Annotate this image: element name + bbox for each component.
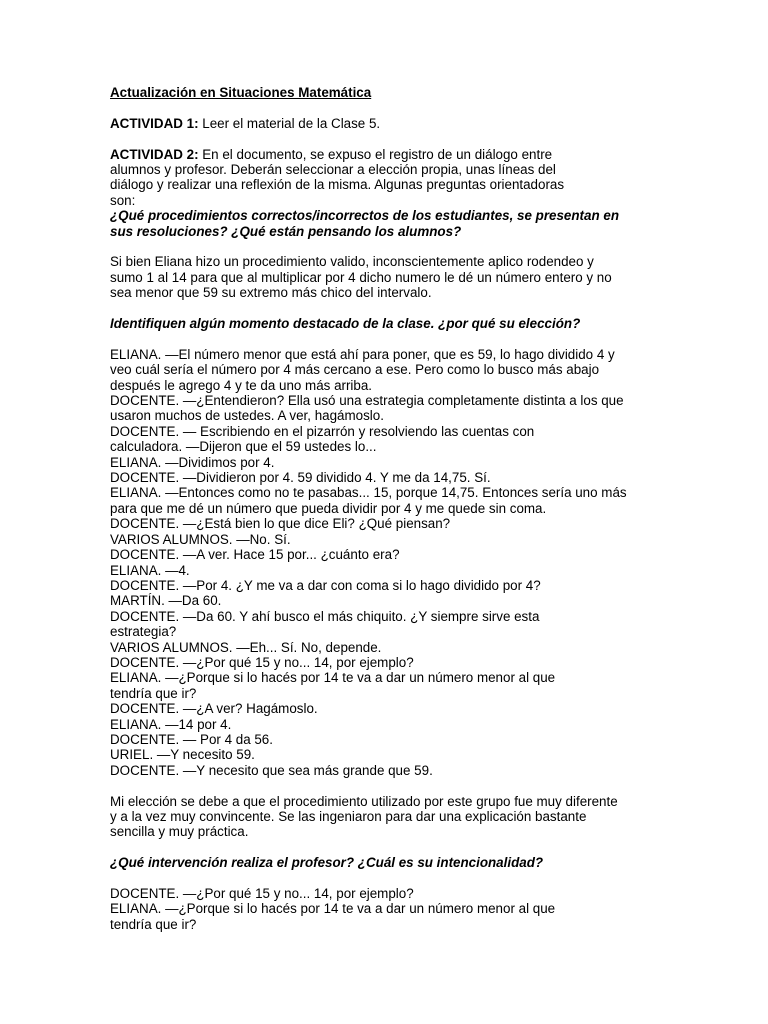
dialogue-line: calculadora. —Dijeron que el 59 ustedes lo... bbox=[110, 439, 377, 455]
document-page bbox=[110, 85, 680, 932]
actividad-2-label: ACTIVIDAD 2: bbox=[110, 146, 199, 162]
dialogue-line: ELIANA. —4. bbox=[110, 562, 190, 578]
dialogue-block bbox=[110, 347, 680, 778]
dialogue-line: MARTÍN. —Da 60. bbox=[110, 593, 222, 609]
dialogue-line: después le agrego 4 y te da uno más arriba. bbox=[110, 377, 373, 393]
dialogue-line: DOCENTE. —Da 60. Y ahí busco el más chiquito. ¿Y siempre sirve esta bbox=[110, 608, 540, 624]
spacer bbox=[110, 131, 680, 146]
dialogue-line: tendría que ir? bbox=[110, 685, 197, 701]
spacer bbox=[110, 871, 680, 886]
spacer bbox=[110, 778, 680, 793]
dialogue-line: DOCENTE. —¿Por qué 15 y no... 14, por ejemplo? bbox=[110, 654, 414, 670]
spacer bbox=[110, 239, 680, 254]
dialogue-block-2 bbox=[110, 886, 680, 932]
actividad-2-line bbox=[110, 147, 680, 162]
dialogue-line: VARIOS ALUMNOS. —No. Sí. bbox=[110, 531, 291, 547]
actividad-1 bbox=[110, 116, 680, 131]
spacer bbox=[110, 331, 680, 346]
spacer bbox=[110, 100, 680, 115]
dialogue-line: DOCENTE. — Escribiendo en el pizarrón y resolviendo las cuentas con bbox=[110, 423, 535, 439]
actividad-2-line: son: bbox=[110, 192, 136, 208]
answer-2-line: sencilla y muy práctica. bbox=[110, 824, 249, 840]
question-2: Identifiquen algún momento destacado de la clase. ¿por qué su elección? bbox=[110, 316, 581, 332]
dialogue-line: ELIANA. —¿Porque si lo hacés por 14 te va a dar un número menor al que bbox=[110, 901, 556, 917]
dialogue-line: DOCENTE. —¿A ver? Hagámoslo. bbox=[110, 701, 318, 717]
dialogue-line: DOCENTE. —Por 4. ¿Y me va a dar con coma si lo hago dividido por 4? bbox=[110, 577, 541, 593]
dialogue-line: veo cuál sería el número por 4 más cercano a ese. Pero como lo busco más abajo bbox=[110, 362, 600, 378]
answer-1-line: sumo 1 al 14 para que al multiplicar por 4 dicho numero le dé un número entero y no bbox=[110, 269, 612, 285]
dialogue-line: ELIANA. —El número menor que está ahí para poner, que es 59, lo hago dividido 4 y bbox=[110, 346, 615, 362]
actividad-2-text: En el documento, se expuso el registro de un diálogo entre bbox=[198, 146, 553, 162]
dialogue-line: URIEL. —Y necesito 59. bbox=[110, 747, 255, 763]
dialogue-line: DOCENTE. —Dividieron por 4. 59 dividido 4. Y me da 14,75. Sí. bbox=[110, 470, 491, 486]
question-1-line: ¿Qué procedimientos correctos/incorrectos de los estudiantes, se presentan en bbox=[110, 208, 619, 224]
dialogue-line: ELIANA. —Dividimos por 4. bbox=[110, 454, 275, 470]
dialogue-line: DOCENTE. —¿Por qué 15 y no... 14, por ejemplo? bbox=[110, 886, 414, 901]
dialogue-line: ELIANA. —¿Porque si lo hacés por 14 te va a dar un número menor al que bbox=[110, 670, 556, 686]
dialogue-line: VARIOS ALUMNOS. —Eh... Sí. No, depende. bbox=[110, 639, 382, 655]
answer-2-line: Mi elección se debe a que el procedimiento utilizado por este grupo fue muy diferente bbox=[110, 793, 618, 809]
document-title: Actualización en Situaciones Matemática bbox=[110, 85, 372, 100]
spacer bbox=[110, 301, 680, 316]
dialogue-line: DOCENTE. —¿Entendieron? Ella usó una estrategia completamente distinta a los que bbox=[110, 393, 624, 409]
dialogue-line: DOCENTE. —A ver. Hace 15 por... ¿cuánto era? bbox=[110, 547, 400, 563]
dialogue-line: ELIANA. —Entonces como no te pasabas... 15, porque 14,75. Entonces sería uno más bbox=[110, 485, 627, 501]
question-3: ¿Qué intervención realiza el profesor? ¿Cuál es su intencionalidad? bbox=[110, 855, 544, 871]
question-1-line: sus resoluciones? ¿Qué están pensando los alumnos? bbox=[110, 223, 462, 239]
dialogue-line: DOCENTE. — Por 4 da 56. bbox=[110, 731, 273, 747]
dialogue-line: DOCENTE. —Y necesito que sea más grande que 59. bbox=[110, 762, 433, 778]
answer-1-line: Si bien Eliana hizo un procedimiento valido, inconscientemente aplico rodendeo y bbox=[110, 254, 594, 270]
actividad-1-text: Leer el material de la Clase 5. bbox=[198, 115, 381, 131]
dialogue-line: DOCENTE. —¿Está bien lo que dice Eli? ¿Qué piensan? bbox=[110, 516, 451, 532]
actividad-1-label: ACTIVIDAD 1: bbox=[110, 115, 199, 131]
actividad-2-line: diálogo y realizar una reflexión de la misma. Algunas preguntas orientadoras bbox=[110, 177, 565, 193]
dialogue-line: estrategia? bbox=[110, 624, 177, 640]
dialogue-line: usaron muchos de ustedes. A ver, hagámoslo. bbox=[110, 408, 384, 424]
dialogue-line: ELIANA. —14 por 4. bbox=[110, 716, 232, 732]
answer-2-line: y a la vez muy convincente. Se las ingeniaron para dar una explicación bastante bbox=[110, 809, 587, 824]
dialogue-line: tendría que ir? bbox=[110, 916, 197, 932]
dialogue-line: para que me dé un número que pueda dividir por 4 y me quede sin coma. bbox=[110, 500, 547, 516]
answer-1-line: sea menor que 59 su extremo más chico del intervalo. bbox=[110, 285, 432, 301]
spacer bbox=[110, 840, 680, 855]
actividad-2-line: alumnos y profesor. Deberán seleccionar a elección propia, unas líneas del bbox=[110, 162, 556, 177]
